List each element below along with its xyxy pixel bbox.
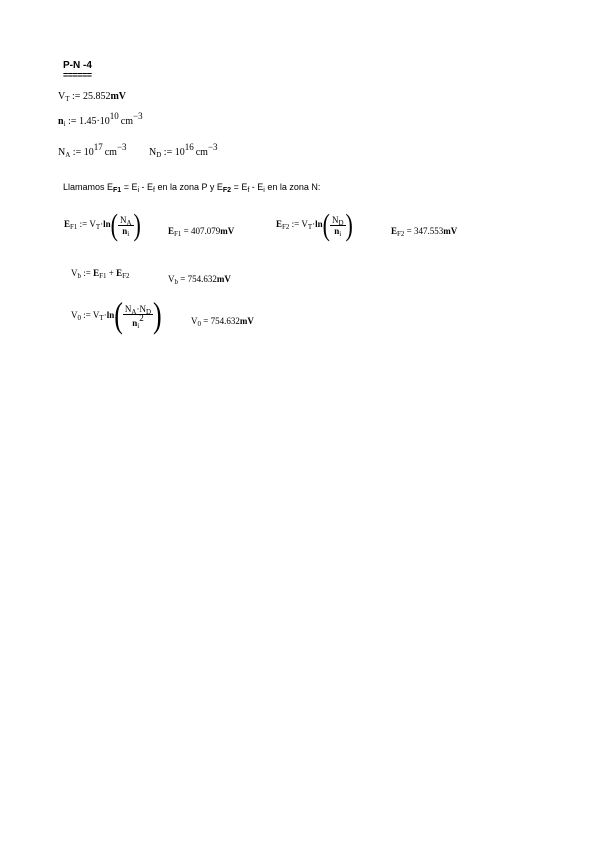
ef2-definition: $E_{F2}$ := $V_T\cdot\ln$( $\frac{N_D}{n_i}$ ) bbox=[276, 206, 353, 242]
ef1-definition: $E_{F1}$ := $V_T\cdot\ln$( $\frac{N_A}{n_i}$ ) bbox=[64, 206, 141, 242]
na-definition: $N_A$ := $10^{17}$ $cm^{-3}$ bbox=[58, 142, 127, 159]
ef2-result: $E_{F2} = 347.553mV$ bbox=[391, 226, 458, 238]
v0-result: $V_0 = 754.632mV$ bbox=[191, 316, 254, 328]
v0-definition: $V_0$ := $V_T\cdot\ln$( $\frac{N_A\cdot N_D}{n_i^2}$ ) bbox=[71, 295, 162, 336]
nd-definition: $N_D$ := $10^{16}$ $cm^{-3}$ bbox=[149, 142, 218, 159]
title-underline: ====== bbox=[63, 70, 92, 80]
vb-result: $V_b = 754.632mV$ bbox=[168, 274, 231, 286]
vt-definition: $V_T$ := 25.852mV bbox=[58, 91, 126, 103]
llamamos-text: Llamamos $E_{F1} = E_i - E_f$ en la zona P y $E_{F2} = E_f - E_i$ en la zona N: bbox=[63, 182, 321, 194]
vb-definition: $V_b$ := $E_{F1} + E_{F2}$ bbox=[71, 268, 130, 280]
ef1-result: $E_{F1} = 407.079mV$ bbox=[168, 226, 235, 238]
ni-definition: $n_i$ := $1.45\cdot 10^{10}$ $cm^{-3}$ bbox=[58, 111, 143, 128]
page-title: P-N -4 bbox=[63, 60, 92, 71]
